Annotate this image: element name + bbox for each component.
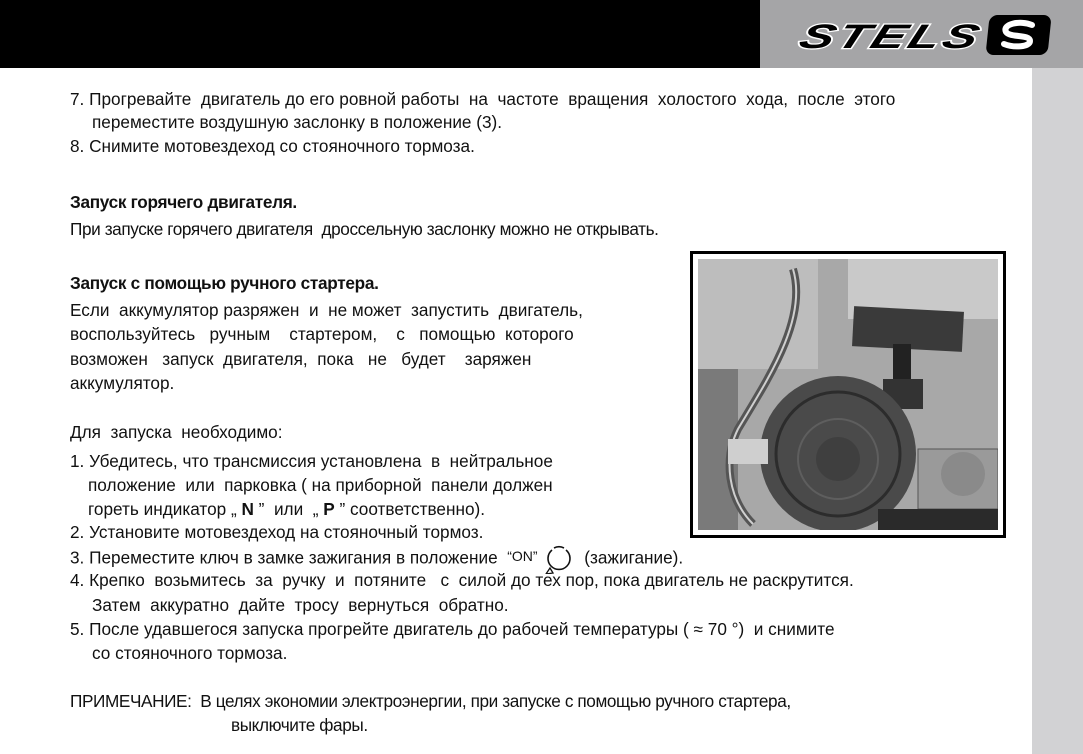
hot-start-text: При запуске горячего двигателя дроссельную заслонку можно не открывать. — [70, 219, 659, 239]
intro-line-2: воспользуйтесь ручным стартером, с помощью которого — [70, 324, 574, 344]
need-label: Для запуска необходимо: — [70, 422, 283, 442]
stels-logo-icon — [780, 12, 1065, 58]
engine-photo — [698, 259, 998, 530]
step-1-line-3 — [88, 498, 485, 520]
step-5-line-2: со стояночного тормоза. — [92, 643, 288, 663]
note-line-2: выключите фары. — [231, 715, 368, 735]
step-7-line-1: 7. Прогревайте двигатель до его ровной работы на частоте вращения холостого хода, после этого — [70, 89, 896, 109]
step-2: 2. Установите мотовездеход на стояночный тормоз. — [70, 522, 484, 542]
step-5-line-1: 5. После удавшегося запуска прогрейте двигатель до рабочей температуры ( ≈ 70 °) и снимите — [70, 619, 835, 639]
park-indicator-key: P — [323, 499, 335, 519]
step-1-text-b: ” или „ — [253, 499, 324, 519]
step-1-line-2: положение или парковка ( на приборной панели должен — [88, 475, 553, 495]
note-line-1 — [70, 690, 791, 712]
header-bar — [0, 0, 760, 68]
brand-logo-box — [760, 0, 1083, 68]
step-3-text: 3. Переместите ключ в замке зажигания в положение — [70, 547, 508, 568]
step-1-line-1: 1. Убедитесь, что трансмиссия установлена в нейтральное — [70, 451, 553, 471]
on-label: “ON” — [507, 547, 538, 564]
engine-recoil-starter-image-icon — [698, 259, 998, 530]
intro-line-1: Если аккумулятор разряжен и не может запустить двигатель, — [70, 300, 583, 320]
step-4-line-1: 4. Крепко возьмитесь за ручку и потяните с силой до тех пор, пока двигатель не раскрутится. — [70, 570, 854, 590]
step-8: 8. Снимите мотовездеход со стояночного тормоза. — [70, 136, 475, 156]
intro-line-3: возможен запуск двигателя, пока не будет заряжен — [70, 349, 532, 369]
note-label: ПРИМЕЧАНИЕ: — [70, 691, 192, 711]
intro-line-4: аккумулятор. — [70, 373, 175, 393]
step-1-text-c: ” соответственно). — [334, 499, 485, 519]
page-side-strip — [1032, 68, 1083, 754]
step-1-text-a: гореть индикатор „ — [88, 499, 242, 519]
note-text: В целях экономии электроэнергии, при запуске с помощью ручного стартера, — [200, 691, 791, 711]
hot-start-heading: Запуск горячего двигателя. — [70, 192, 297, 212]
engine-photo-frame — [690, 251, 1006, 538]
neutral-indicator-key: N — [241, 499, 254, 519]
manual-start-heading: Запуск с помощью ручного стартера. — [70, 273, 379, 293]
step-7-line-2: переместите воздушную заслонку в положение (3). — [92, 112, 503, 132]
step-3-suffix: (зажигание). — [579, 547, 684, 568]
svg-text:STELS: STELS — [794, 17, 928, 56]
step-4-line-2: Затем аккуратно дайте тросу вернуться обратно. — [92, 595, 509, 615]
